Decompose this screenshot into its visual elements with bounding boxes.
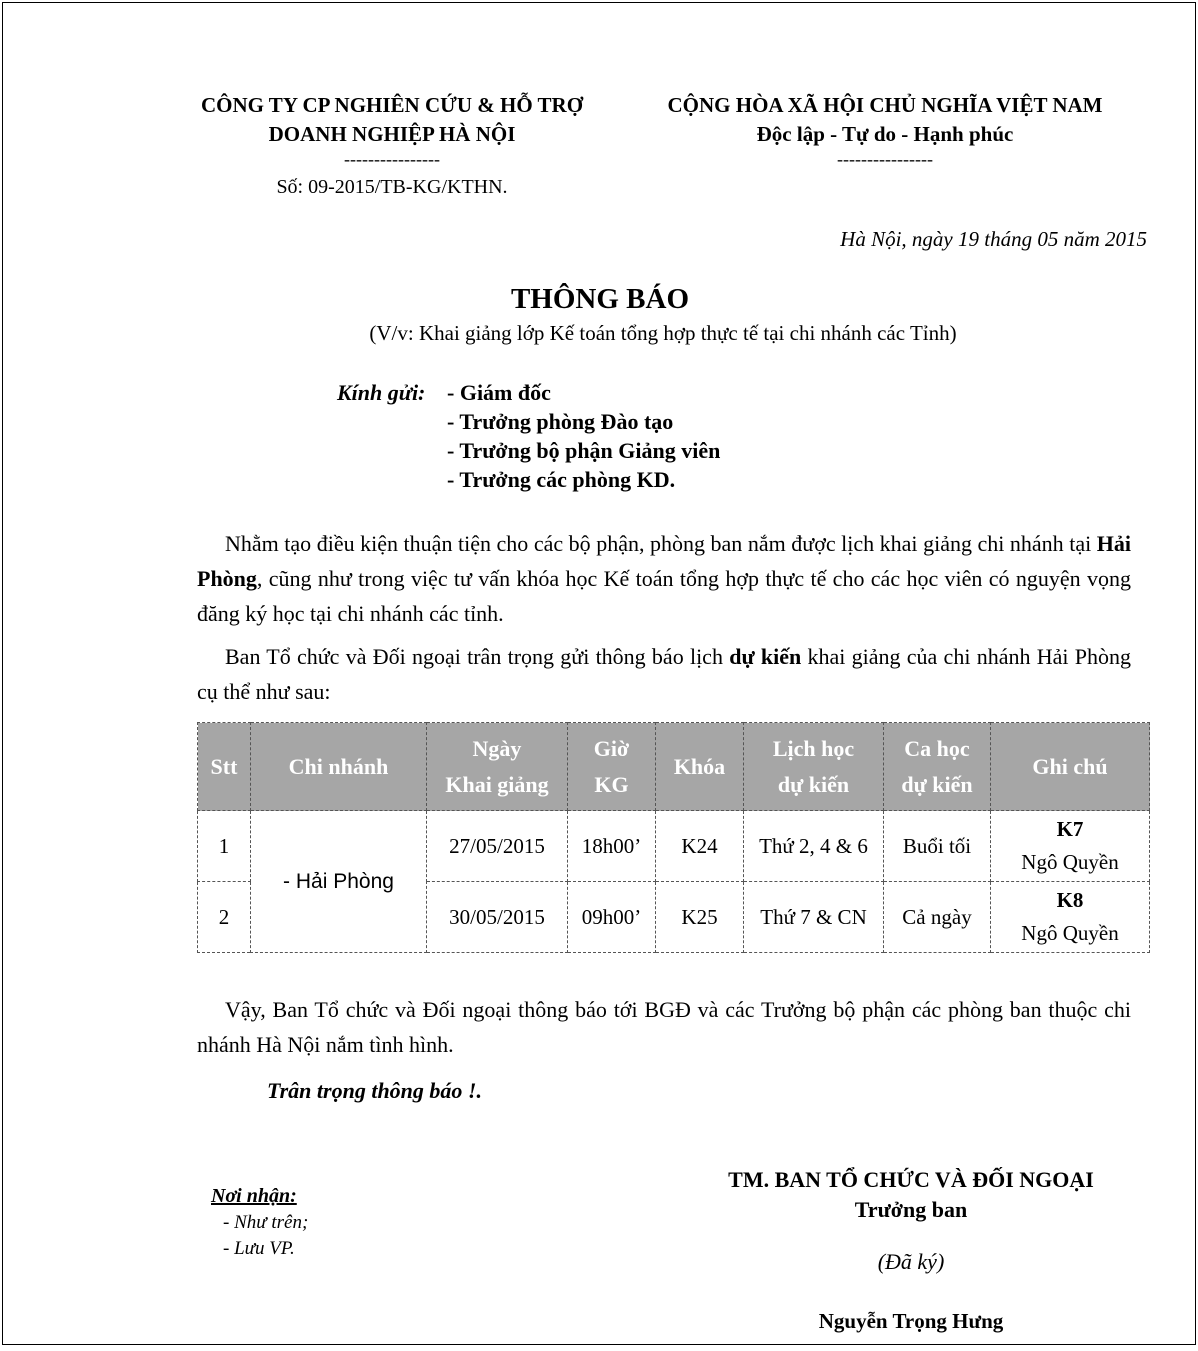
national-title: CỘNG HÒA XÃ HỘI CHỦ NGHĨA VIỆT NAM	[667, 93, 1103, 117]
cell-shift: Cả ngày	[884, 882, 991, 953]
header-date: Ngày Khai giảng	[427, 723, 568, 811]
receiver-item: - Như trên;	[223, 1212, 309, 1233]
company-name-line1: CÔNG TY CP NGHIÊN CỨU & HỖ TRỢ	[200, 93, 584, 117]
signature-role: Trưởng ban	[854, 1197, 968, 1222]
header-course: Khóa	[656, 723, 744, 811]
cell-stt: 2	[198, 882, 251, 953]
cell-date: 30/05/2015	[427, 882, 568, 953]
receivers-block	[211, 1185, 308, 1260]
national-divider: ----------------	[837, 149, 933, 169]
receiver-item: - Lưu VP.	[223, 1238, 295, 1259]
cell-note: K7 Ngô Quyền	[991, 811, 1150, 882]
header-schedule: Lịch học dự kiến	[744, 723, 884, 811]
document-title: THÔNG BÁO	[510, 283, 690, 315]
recipient-item: - Trưởng bộ phận Giảng viên	[447, 438, 721, 463]
cell-schedule: Thứ 2, 4 & 6	[744, 811, 884, 882]
signer-name: Nguyễn Trọng Hưng	[818, 1309, 1004, 1333]
header-time: Giờ KG	[568, 723, 656, 811]
document-number: Số: 09-2015/TB-KG/KTHN.	[276, 176, 508, 198]
cell-course: K24	[656, 811, 744, 882]
cell-shift: Buổi tối	[884, 811, 991, 882]
paragraph-2: Ban Tổ chức và Đối ngoại trân trọng gửi thông báo lịch dự kiến khai giảng của chi nhánh Hải Phòng cụ thể như sau:	[197, 644, 1131, 704]
document-page	[2, 2, 1196, 1345]
company-name-line2: DOANH NGHIỆP HÀ NỘI	[268, 122, 516, 146]
date-line: Hà Nội, ngày 19 tháng 05 năm 2015	[840, 227, 1147, 251]
cell-schedule: Thứ 7 & CN	[744, 882, 884, 953]
table-header-row	[198, 723, 1150, 811]
national-motto: Độc lập - Tự do - Hạnh phúc	[756, 122, 1014, 146]
closing-paragraph: Vậy, Ban Tổ chức và Đối ngoại thông báo tới BGĐ và các Trưởng bộ phận các phòng ban thuộc chi nhánh Hà Nội nắm tình hình.	[197, 997, 1131, 1057]
schedule-table	[197, 722, 1150, 953]
national-header	[631, 91, 1139, 170]
cell-course: K25	[656, 882, 744, 953]
header-stt: Stt	[198, 723, 251, 811]
signature-status: (Đã ký)	[877, 1249, 945, 1274]
company-header	[153, 91, 631, 199]
recipients-label: Kính gửi:	[337, 380, 426, 405]
recipient-item: - Trưởng các phòng KD.	[447, 467, 676, 492]
receivers-label: Nơi nhận:	[211, 1185, 297, 1207]
header-branch: Chi nhánh	[251, 723, 427, 811]
cell-branch: - Hải Phòng	[251, 811, 427, 953]
body-text	[197, 526, 1131, 709]
table-row	[198, 811, 1150, 882]
header-shift: Ca học dự kiến	[884, 723, 991, 811]
header-note: Ghi chú	[991, 723, 1150, 811]
recipient-item: - Trưởng phòng Đào tạo	[447, 409, 674, 434]
closing-line: Trân trọng thông báo !.	[267, 1078, 482, 1103]
signature-org: TM. BAN TỔ CHỨC VÀ ĐỐI NGOẠI	[728, 1167, 1094, 1192]
document-subtitle: (V/v: Khai giảng lớp Kế toán tổng hợp thực tế tại chi nhánh các Tỉnh)	[369, 321, 957, 345]
company-divider: ----------------	[344, 149, 440, 169]
cell-date: 27/05/2015	[427, 811, 568, 882]
cell-stt: 1	[198, 811, 251, 882]
recipients-list	[447, 378, 720, 494]
cell-time: 18h00’	[568, 811, 656, 882]
cell-time: 09h00’	[568, 882, 656, 953]
recipient-item: - Giám đốc	[447, 380, 551, 405]
paragraph-1: Nhằm tạo điều kiện thuận tiện cho các bộ phận, phòng ban nắm được lịch khai giảng chi nhánh tại Hải Phòng, cũng như trong việc tư vấn khóa học Kế toán tổng hợp thực tế cho các học viên có nguyện vọng đăng ký học tại chi nhánh các tỉnh.	[197, 531, 1131, 626]
cell-note: K8 Ngô Quyền	[991, 882, 1150, 953]
signature-block	[683, 1167, 1139, 1334]
